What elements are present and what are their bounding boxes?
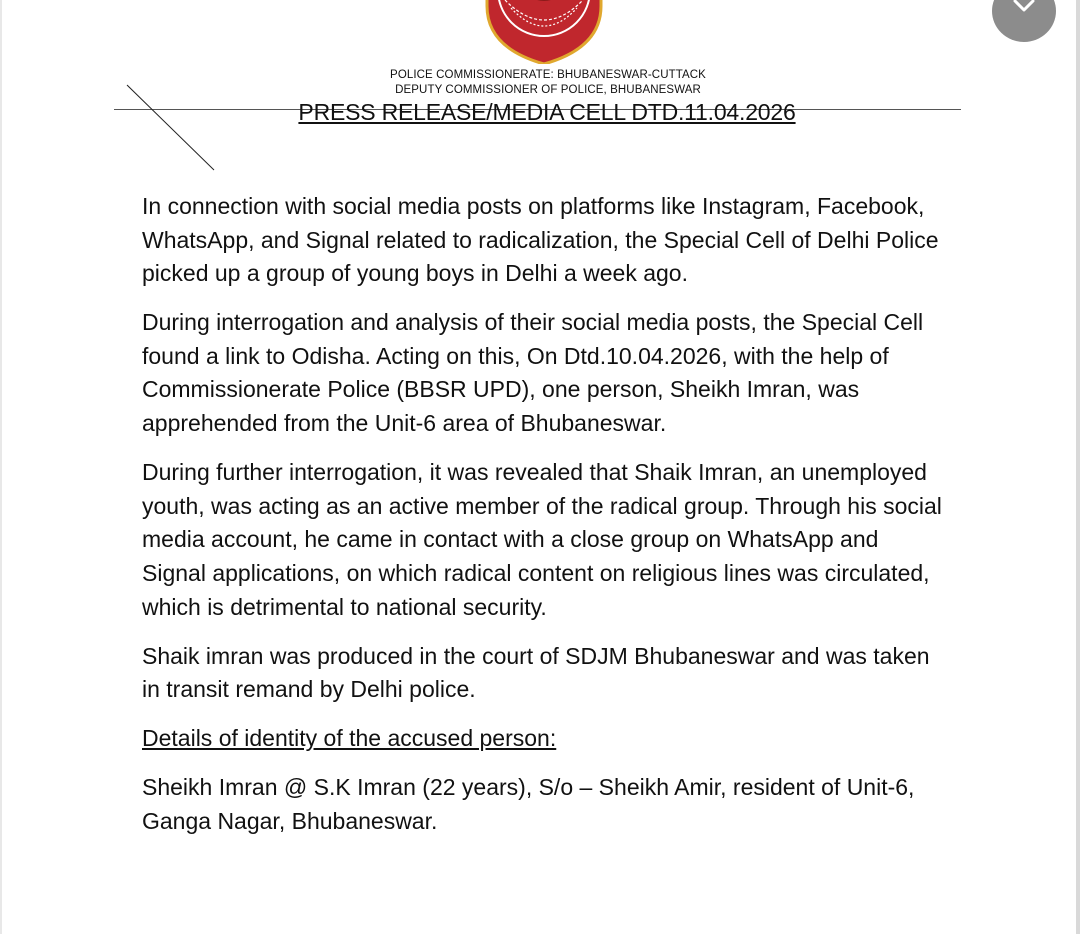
scroll-down-button[interactable] <box>992 0 1056 42</box>
diagonal-mark <box>126 84 216 172</box>
paragraph-1: In connection with social media posts on platforms like Instagram, Facebook, WhatsApp, and Signal related to radicalization, the Special Cell of Delhi Police picked up a group of young boys in Delhi a week ago. <box>142 193 939 287</box>
document-page <box>2 0 1076 934</box>
paragraph-3: During further interrogation, it was revealed that Shaik Imran, an unemployed youth, was acting as an active member of the radical group. Through his social media account, he came in contact with a close group on WhatsApp and Signal applications, on which radical content on religious lines was circulated, which is detrimental to national security. <box>142 459 942 620</box>
org-line-commissionerate: POLICE COMMISSIONERATE: BHUBANESWAR-CUTTACK <box>390 69 706 81</box>
police-emblem-logo <box>483 0 605 64</box>
chevron-down-icon <box>1012 0 1036 18</box>
paragraph-2: During interrogation and analysis of their social media posts, the Special Cell found a link to Odisha. Acting on this, On Dtd.10.04.2026, with the help of Commissionerate Police (BBSR UPD), one person, Sheikh Imran, was apprehended from the Unit-6 area of Bhubaneswar. <box>142 309 924 437</box>
accused-details-text: Sheikh Imran @ S.K Imran (22 years), S/o – Sheikh Amir, resident of Unit-6, Ganga Nagar, Bhubaneswar. <box>142 774 915 834</box>
org-line-deputy-commissioner: DEPUTY COMMISSIONER OF POLICE, BHUBANESWAR <box>395 84 701 96</box>
viewer-edge <box>1076 0 1080 934</box>
press-release-body <box>142 190 942 854</box>
press-release-title: PRESS RELEASE/MEDIA CELL DTD.11.04.2026 <box>298 99 796 125</box>
accused-details-heading: Details of identity of the accused person: <box>142 725 557 752</box>
paragraph-4: Shaik imran was produced in the court of SDJM Bhubaneswar and was taken in transit remand by Delhi police. <box>142 642 930 703</box>
